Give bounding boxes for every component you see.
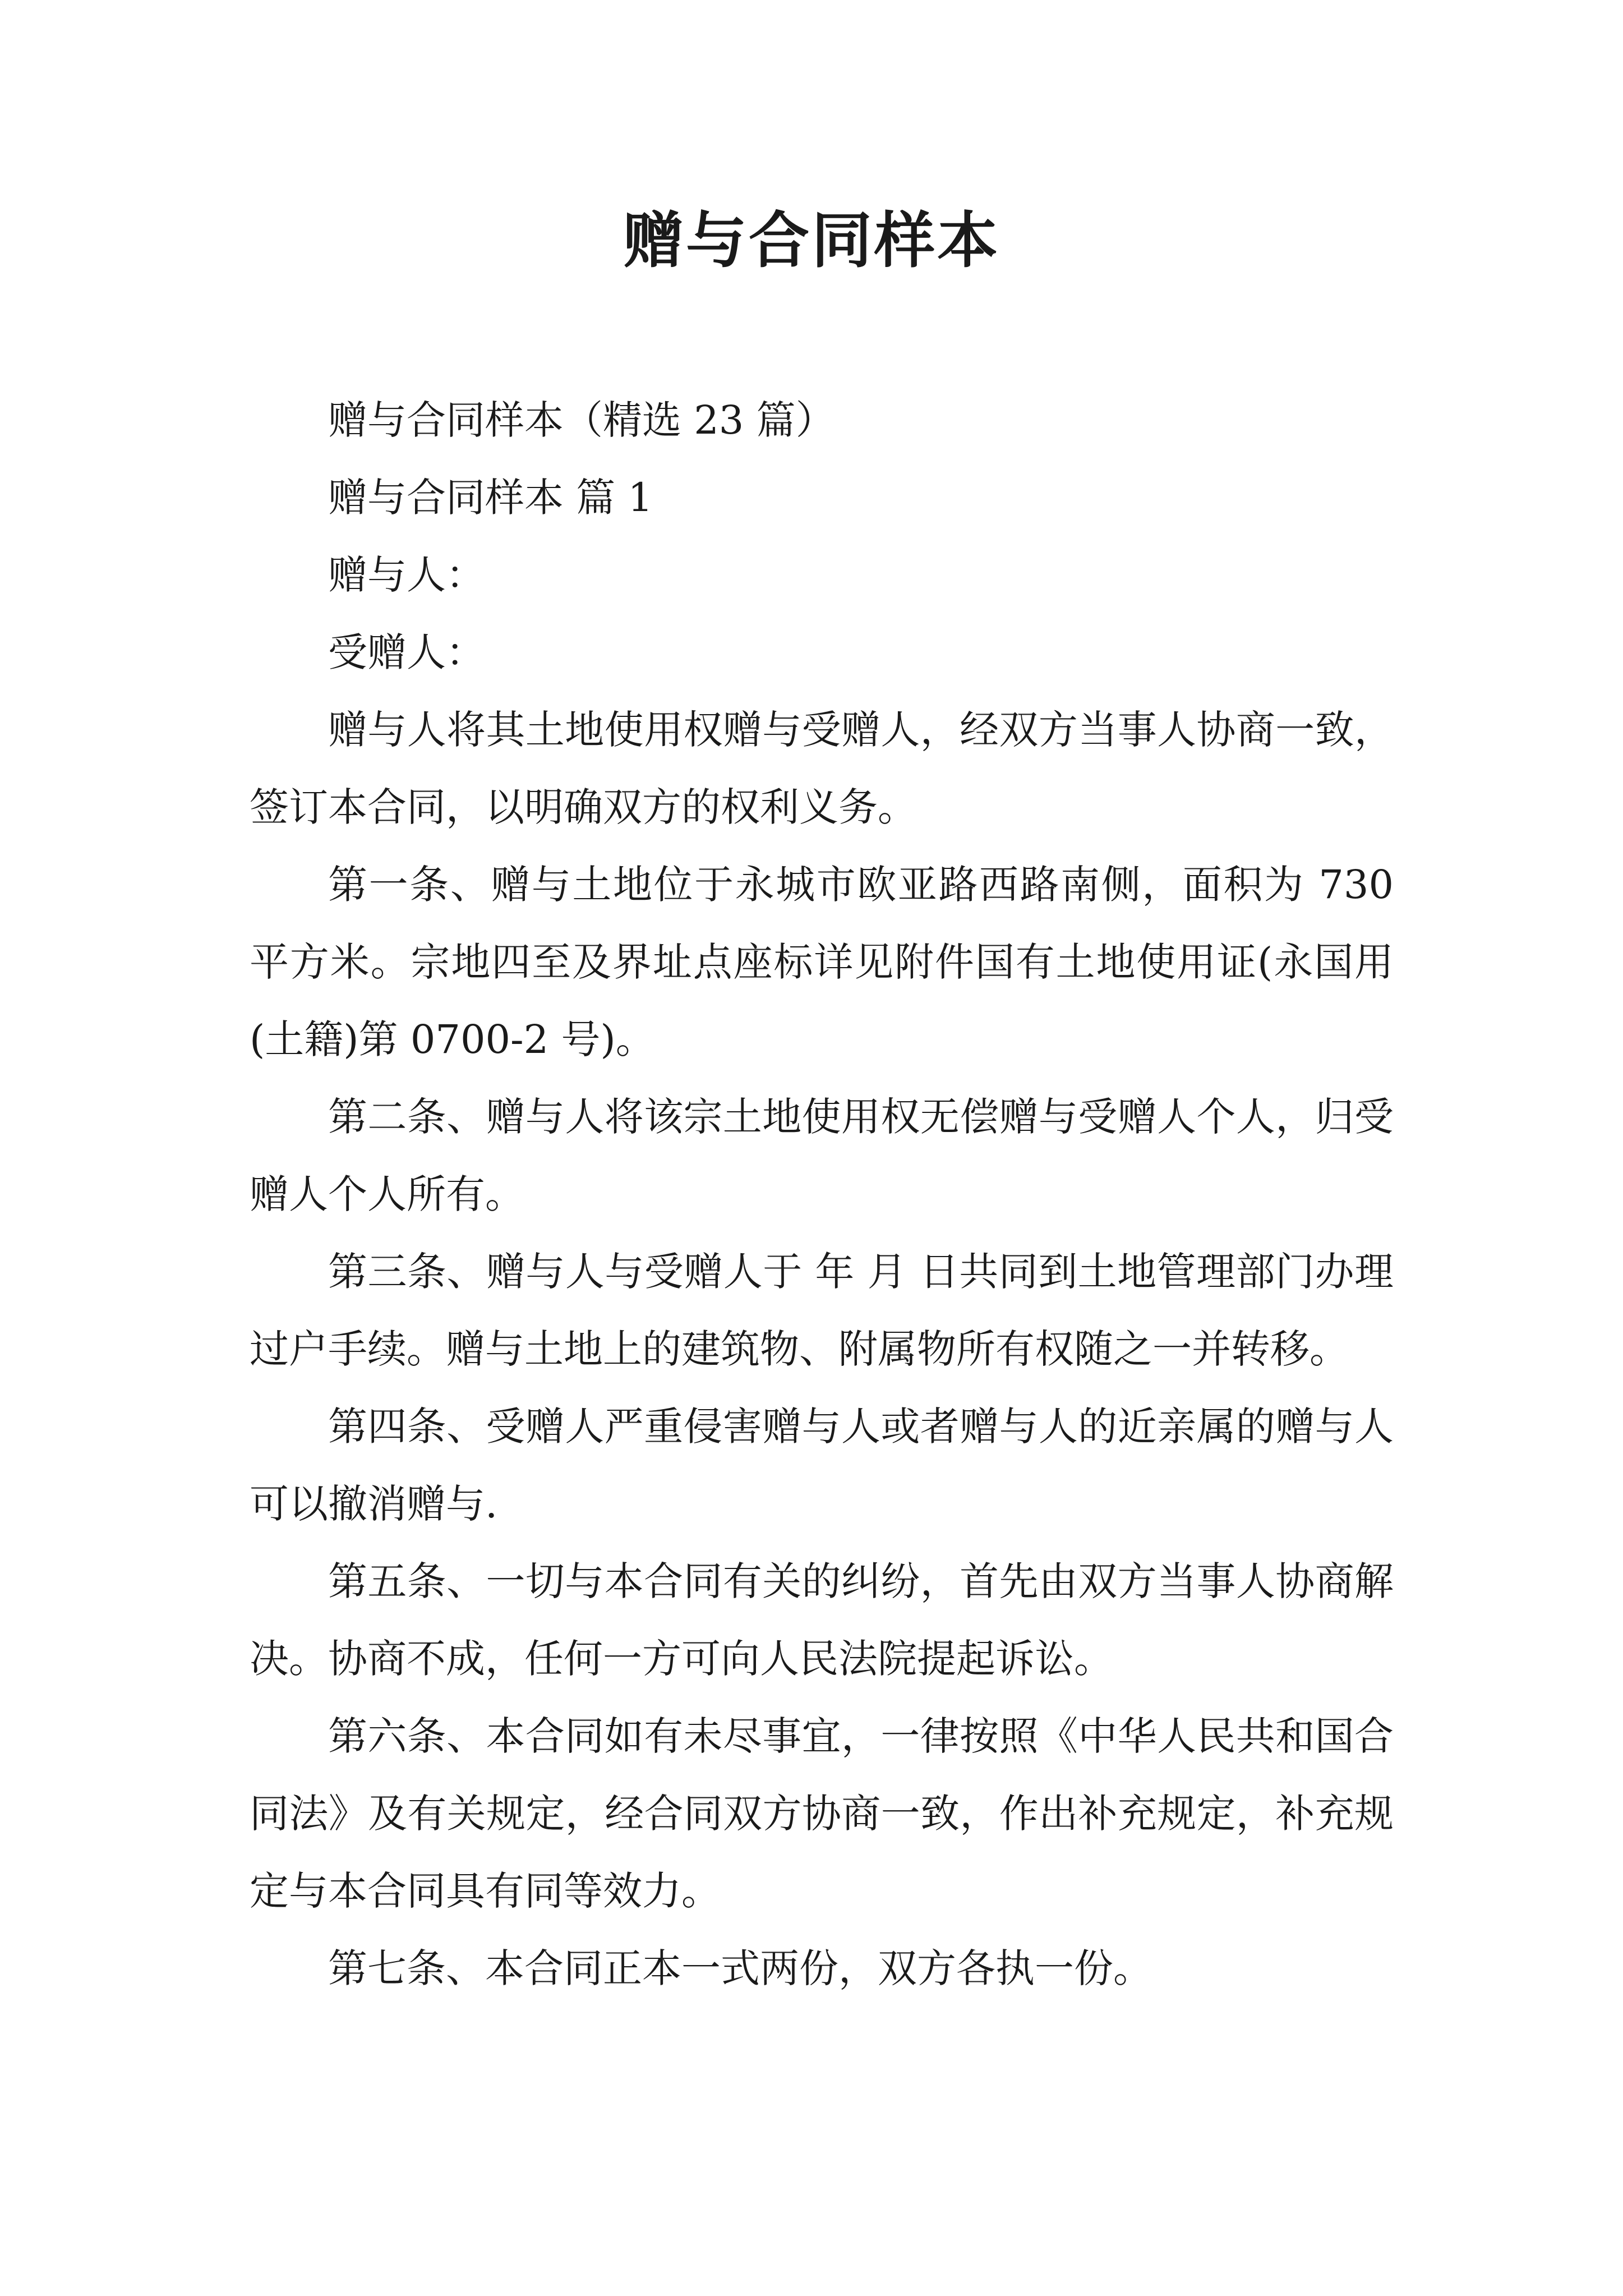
paragraph-article-4: 第四条、受赠人严重侵害赠与人或者赠与人的近亲属的赠与人可以撤消赠与. [250,1404,1394,1527]
paragraph-article-3: 第三条、赠与人与受赠人于 年 月 日共同到土地管理部门办理过户手续。赠与土地上的建筑物、附属物所有权随之一并转移。 [250,1249,1394,1372]
document-title: 赠与合同样本 [623,206,1000,276]
paragraph-article-1: 第一条、赠与土地位于永城市欧亚路西路南侧，面积为 730 平方米。宗地四至及界址点座标详见附件国有土地使用证(永国用(土籍)第 0700-2 号)。 [250,862,1394,1062]
paragraph-section-title: 赠与合同样本 篇 1 [328,475,653,521]
paragraph-article-5: 第五条、一切与本合同有关的纠纷，首先由双方当事人协商解决。协商不成，任何一方可向人民法院提起诉讼。 [250,1558,1394,1682]
paragraph-donor: 赠与人： [328,552,485,598]
paragraph-article-2: 第二条、赠与人将该宗土地使用权无偿赠与受赠人个人，归受赠人个人所有。 [250,1094,1394,1217]
paragraph-preamble: 赠与人将其土地使用权赠与受赠人，经双方当事人协商一致，签订本合同，以明确双方的权利义务。 [250,707,1394,830]
paragraph-article-6: 第六条、本合同如有未尽事宜，一律按照《中华人民共和国合同法》及有关规定，经合同双方协商一致，作出补充规定，补充规定与本合同具有同等效力。 [250,1713,1394,1914]
paragraph-article-7: 第七条、本合同正本一式两份，双方各执一份。 [328,1945,1152,1991]
document-body [250,381,1394,2007]
paragraph-donee: 受赠人： [328,629,485,675]
paragraph-heading: 赠与合同样本（精选 23 篇） [328,397,835,443]
